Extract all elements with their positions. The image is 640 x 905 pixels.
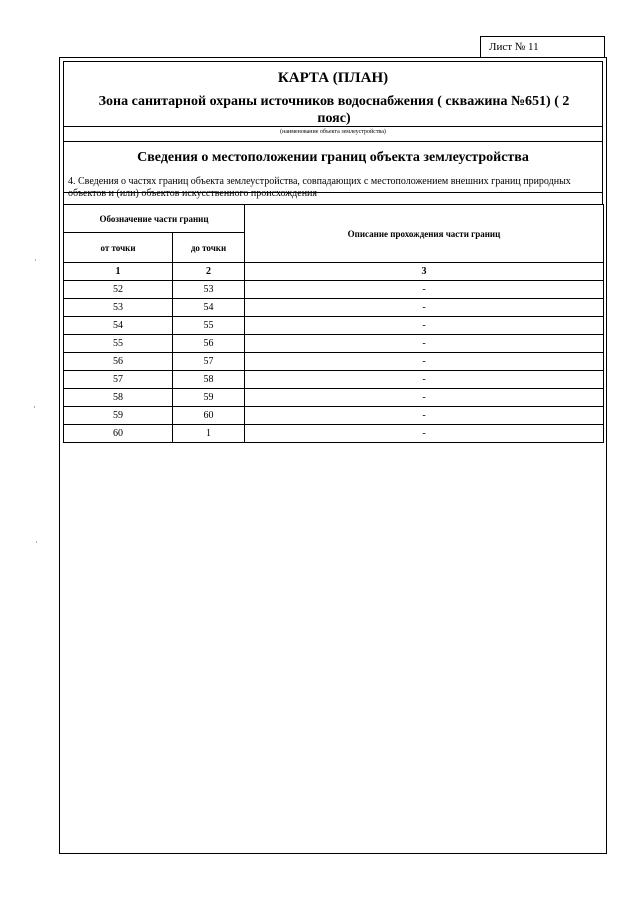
table-row [64,425,604,443]
cell-from: 57 [64,371,173,389]
cell-desc: - [245,317,604,335]
cell-to: 56 [173,335,245,353]
cell-desc: - [245,281,604,299]
cell-from: 58 [64,389,173,407]
cell-to: 59 [173,389,245,407]
cell-from: 54 [64,317,173,335]
table-row [64,335,604,353]
zone-caption: (наименование объекта землеустройства) [280,129,386,135]
cell-from: 55 [64,335,173,353]
cell-desc: - [245,371,604,389]
cell-from: 60 [64,425,173,443]
cell-from: 52 [64,281,173,299]
cell-desc: - [245,407,604,425]
col-number: 3 [245,263,604,281]
table-row [64,281,604,299]
table-row [64,317,604,335]
cell-from: 56 [64,353,173,371]
cell-desc: - [245,389,604,407]
table-row [64,407,604,425]
cell-from: 53 [64,299,173,317]
margin-mark: · [33,402,36,412]
cell-from: 59 [64,407,173,425]
cell-to: 53 [173,281,245,299]
zone-name: Зона санитарной охраны источников водоснабжения ( скважина №651) ( 2 пояс) [98,94,570,126]
desc-header: Описание прохождения части границ [245,205,604,263]
section-title: Сведения о местоположении границ объекта землеустройства [137,150,529,165]
cell-to: 58 [173,371,245,389]
boundary-table [63,204,604,443]
table-row [64,371,604,389]
cell-desc: - [245,353,604,371]
margin-mark: ˙ [34,258,37,268]
cell-to: 60 [173,407,245,425]
cell-desc: - [245,335,604,353]
table-row [64,353,604,371]
table-row [64,389,604,407]
col-number: 2 [173,263,245,281]
section-note: 4. Сведения о частях границ объекта землеустройства, совпадающих с местоположением внешних границ природных объектов и (или) объектов искусственного происхождения [63,173,603,204]
map-title: КАРТА (ПЛАН) [277,70,389,86]
cell-to: 54 [173,299,245,317]
divider [64,141,602,142]
to-header: до точки [173,233,245,263]
page-frame [59,57,607,854]
col-number: 1 [64,263,173,281]
cell-to: 1 [173,425,245,443]
from-header: от точки [64,233,173,263]
cell-to: 57 [173,353,245,371]
cell-to: 55 [173,317,245,335]
group-header: Обозначение части границ [64,205,245,233]
column-numbers-row [64,263,604,281]
divider [64,126,602,127]
cell-desc: - [245,299,604,317]
margin-mark: ˙ [35,540,38,550]
cell-desc: - [245,425,604,443]
table-row [64,299,604,317]
sheet-number: Лист № 11 [480,36,605,58]
